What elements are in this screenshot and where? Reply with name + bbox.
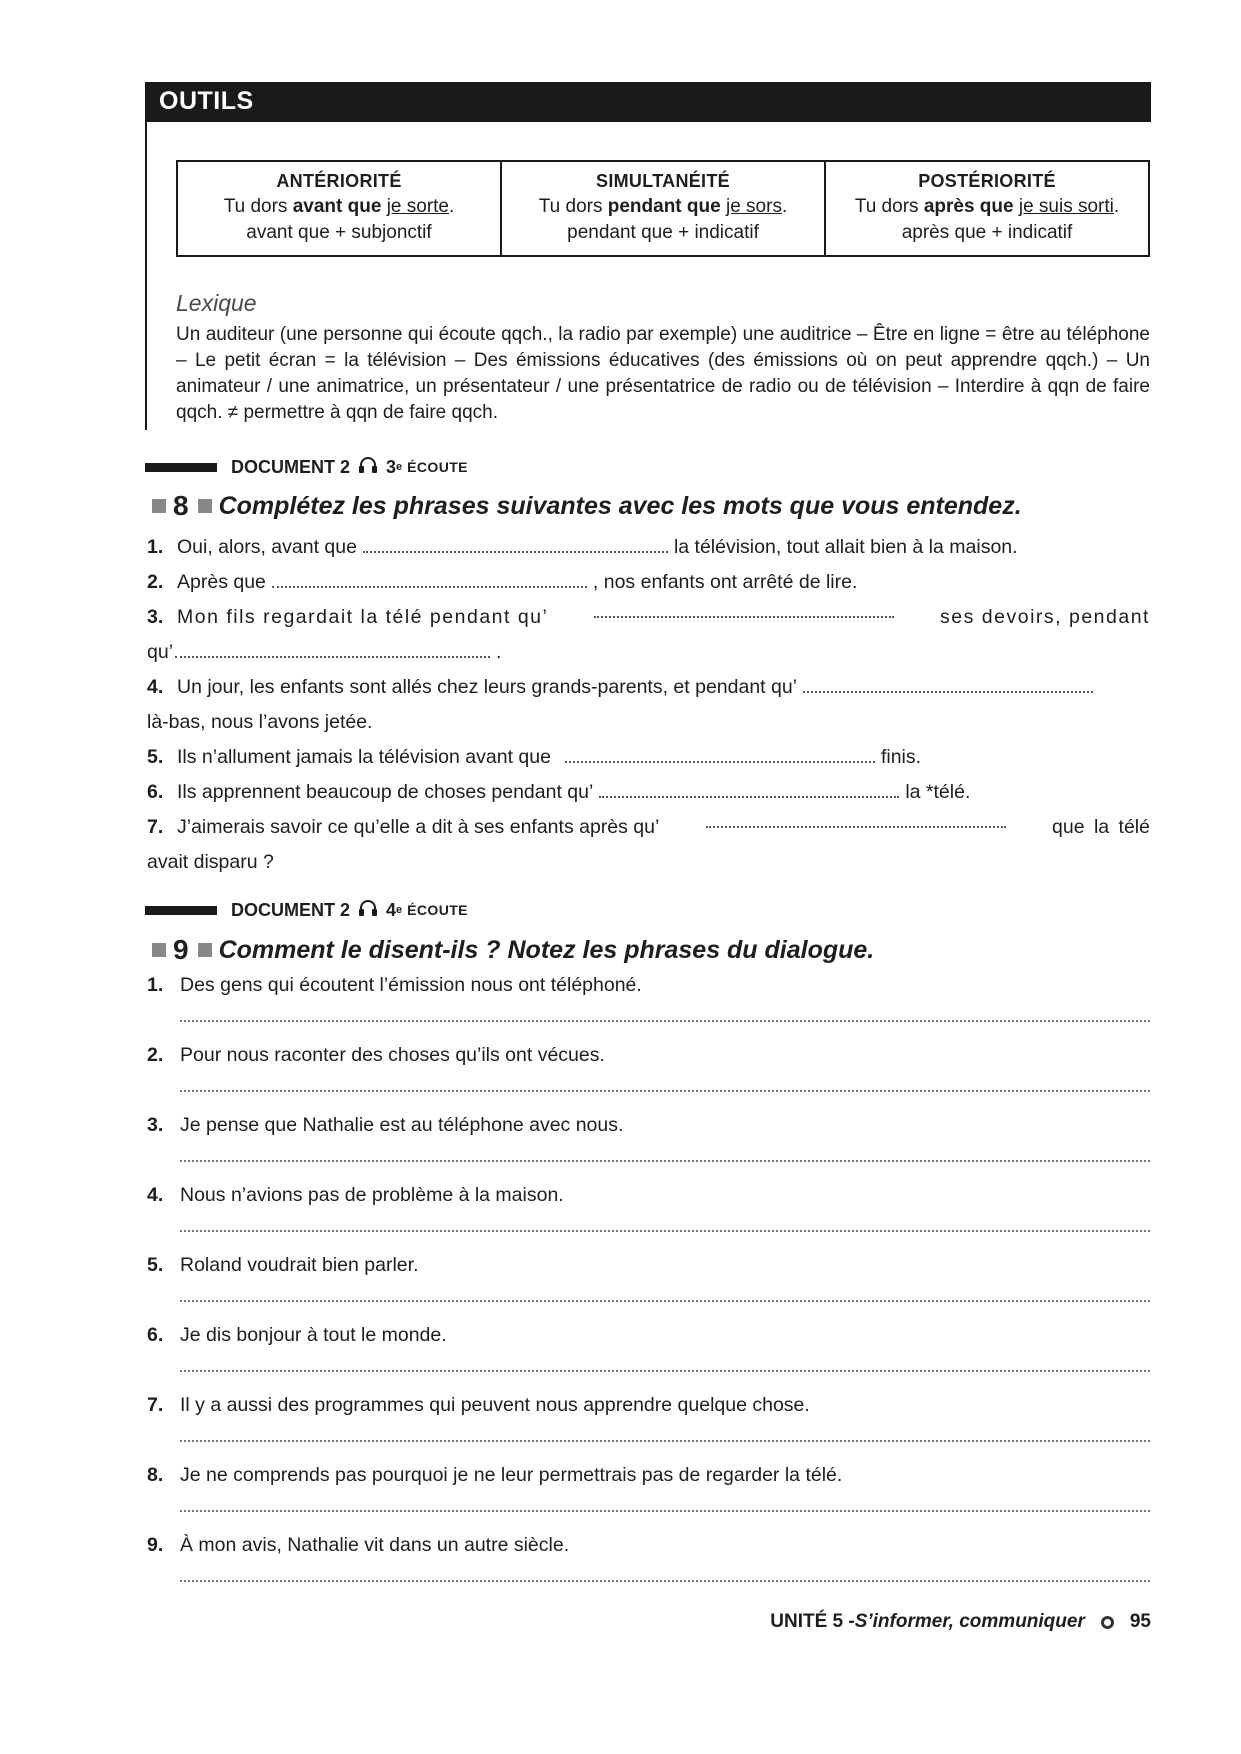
cell-example: Tu dors après que je suis sorti. [854, 196, 1120, 217]
cell-heading: POSTÉRIORITÉ [918, 171, 1056, 191]
list-item: 2. Pour nous raconter des choses qu’ils ont vécues. [147, 1044, 1150, 1067]
list-item: 6. Je dis bonjour à tout le monde. [147, 1324, 1150, 1347]
circle-icon [1101, 1616, 1114, 1629]
list-item-continuation: avait disparu ? [147, 851, 274, 873]
answer-line[interactable] [180, 1370, 1150, 1372]
document-header-4: DOCUMENT 2 4 e ÉCOUTE [145, 898, 468, 922]
list-item-continuation: là-bas, nous l’avons jetée. [147, 711, 373, 733]
list-item: 8. Je ne comprends pas pourquoi je ne leur permettrais pas de regarder la télé. [147, 1464, 1150, 1487]
answer-line[interactable] [180, 1580, 1150, 1582]
page-footer [770, 1611, 1151, 1633]
grammar-cell-anteriorite [178, 162, 502, 255]
list-item: 9. À mon avis, Nathalie vit dans un autre siècle. [147, 1534, 1150, 1557]
outils-title: OUTILS [159, 87, 254, 115]
answer-line[interactable] [180, 1300, 1150, 1302]
square-icon [152, 499, 166, 513]
unit-subtitle: S’informer, communiquer [854, 1611, 1085, 1632]
blank-line[interactable] [803, 675, 1093, 693]
list-item: 6. Ils apprennent beaucoup de choses pendant qu’ la *télé. [147, 781, 971, 803]
answer-line[interactable] [180, 1440, 1150, 1442]
cell-example: Tu dors avant que je sorte. [223, 196, 455, 217]
cell-rule: après que + indicatif [901, 222, 1073, 243]
lexique-text: Un auditeur (une personne qui écoute qqch., la radio par exemple) une auditrice – Être en ligne = être au téléphone – Le petit écran = la télévision – Des émissions éducatives (des émissions où on peut apprendre qqch.) – Un animateur / une animatrice, un présentateur / une présentatrice de radio ou de télévision – Interdire à qqn de faire qqch. ≠ permettre à qqn de faire qqch. [176, 324, 1150, 423]
list-item: 5. Ils n’allument jamais la télévision avant que finis. [147, 746, 922, 768]
answer-line[interactable] [180, 1510, 1150, 1512]
headphones-icon [358, 456, 378, 479]
exercise-9-title: 9 Comment le disent-ils ? Notez les phrases du dialogue. [145, 934, 874, 966]
list-item: 4. Un jour, les enfants sont allés chez leurs grands-parents, et pendant qu’ [147, 670, 1150, 705]
header-bar [145, 906, 217, 915]
blank-line[interactable] [594, 600, 894, 618]
list-item: 3. Je pense que Nathalie est au téléphone avec nous. [147, 1114, 1150, 1137]
list-item: 7. J’aimerais savoir ce qu’elle a dit à ses enfants après qu’ que la télé [147, 810, 1150, 845]
answer-line[interactable] [180, 1160, 1150, 1162]
blank-line[interactable] [272, 570, 587, 588]
blank-line[interactable] [363, 535, 668, 553]
cell-heading: ANTÉRIORITÉ [276, 171, 402, 191]
answer-line[interactable] [180, 1020, 1150, 1022]
list-item-continuation: qu’ . [147, 641, 502, 663]
cell-rule: pendant que + indicatif [567, 222, 759, 243]
headphones-icon [358, 899, 378, 922]
blank-line[interactable] [565, 745, 875, 763]
blank-line[interactable] [599, 780, 899, 798]
list-item: 5. Roland voudrait bien parler. [147, 1254, 1150, 1277]
square-icon [198, 499, 212, 513]
outils-header [145, 82, 1151, 122]
blank-line[interactable] [706, 810, 1006, 828]
cell-rule: avant que + subjonctif [246, 222, 432, 243]
document-header-3: DOCUMENT 2 3 e ÉCOUTE [145, 455, 468, 479]
page-number: 95 [1129, 1611, 1151, 1632]
grammar-table [176, 160, 1150, 257]
list-item: 3. Mon fils regardait la télé pendant qu’ ses devoirs, pendant [147, 600, 1150, 635]
exercise-8-instruction: Complétez les phrases suivantes avec les mots que vous entendez. [218, 491, 1022, 520]
list-item: 2. Après que , nos enfants ont arrêté de lire. [147, 571, 858, 593]
list-item: 1. Oui, alors, avant que la télévision, tout allait bien à la maison. [147, 536, 1018, 558]
cell-example: Tu dors pendant que je sors. [538, 196, 788, 217]
square-icon [152, 943, 166, 957]
answer-line[interactable] [180, 1230, 1150, 1232]
outils-left-rule [145, 122, 147, 430]
list-item: 7. Il y a aussi des programmes qui peuvent nous apprendre quelque chose. [147, 1394, 1150, 1417]
header-bar [145, 463, 217, 472]
answer-line[interactable] [180, 1090, 1150, 1092]
lexique-title: Lexique [176, 290, 257, 316]
unit-label: UNITÉ 5 - [770, 1611, 855, 1632]
list-item: 1. Des gens qui écoutent l’émission nous ont téléphoné. [147, 974, 1150, 997]
cell-heading: SIMULTANÉITÉ [596, 171, 730, 191]
square-icon [198, 943, 212, 957]
blank-line[interactable] [175, 640, 490, 658]
exercise-8-title: 8 Complétez les phrases suivantes avec les mots que vous entendez. [145, 490, 1022, 522]
grammar-cell-simultaneite [502, 162, 826, 255]
exercise-9-instruction: Comment le disent-ils ? Notez les phrases du dialogue. [218, 935, 875, 964]
grammar-cell-posteriorite [826, 162, 1148, 255]
list-item: 4. Nous n’avions pas de problème à la maison. [147, 1184, 1150, 1207]
exercise-8-items [147, 530, 1150, 880]
